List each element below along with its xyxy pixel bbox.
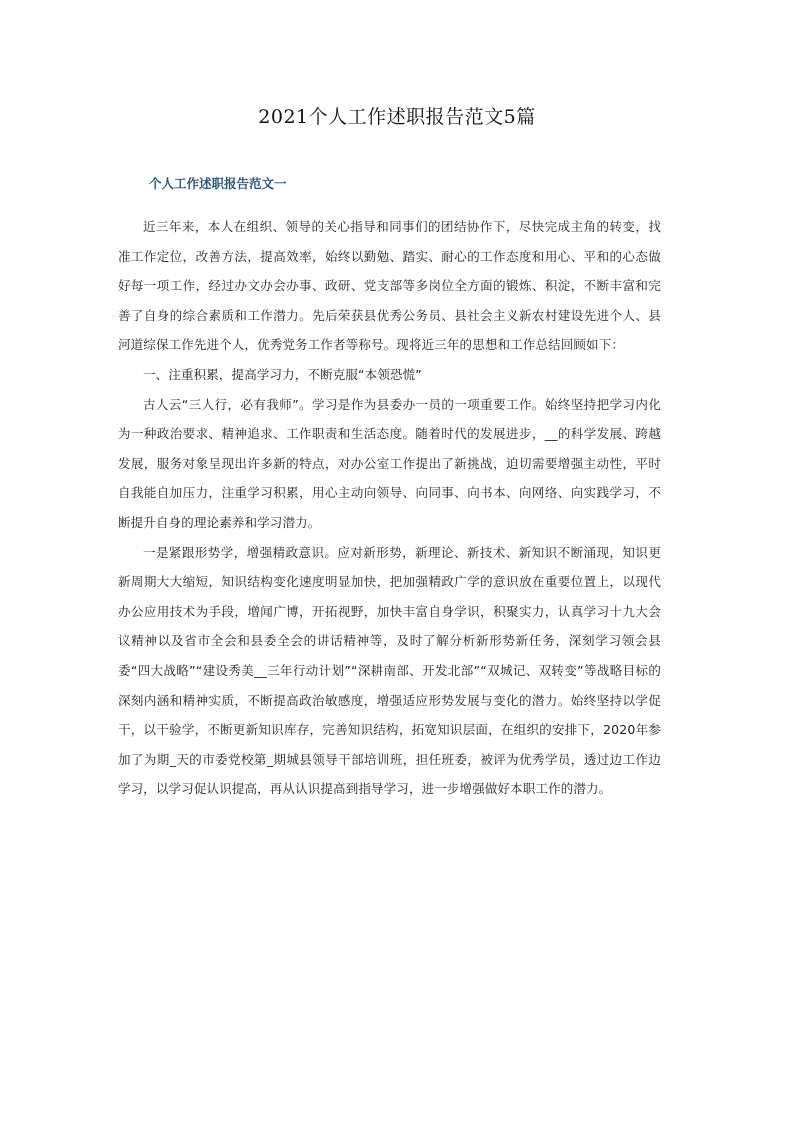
paragraph-subheading: 一、注重积累，提高学习力，不断克服“本领恐慌”: [143, 366, 422, 382]
document-body: [118, 212, 661, 804]
paragraph-learning: 古人云“三人行，必有我师”。学习是作为县委办一员的一项重要工作。始终坚持把学习内化为一种政治要求、精神追求、工作职责和生活态度。随着时代的发展进步，__的科学发展、跨越发展，服务对象呈现出许多新的特点，对办公室工作提出了新挑战，迫切需要增强主动性，平时自我能自加压力，注重学习积累，用心主动向领导、向同事、向书本、向网络、向实践学习，不断提升自身的理论素养和学习潜力。: [118, 396, 661, 530]
paragraph-intro: 近三年来，本人在组织、领导的关心指导和同事们的团结协作下，尽快完成主角的转变，找准工作定位，改善方法，提高效率，始终以勤勉、踏实、耐心的工作态度和用心、平和的心态做好每一项工作，经过办文办会办事、政研、党支部等多岗位全方面的锻炼、积淀，不断丰富和完善了自身的综合素质和工作潜力。先后荣获县优秀公务员、县社会主义新农村建设先进个人、县河道综保工作先进个人，优秀党务工作者等称号。现将近三年的思想和工作总结回顾如下：: [118, 219, 661, 353]
section-heading: 个人工作述职报告范文一: [149, 176, 287, 191]
document-title: 2021个人工作述职报告范文5篇: [258, 106, 536, 128]
paragraph-follow-situation: 一是紧跟形势学，增强精政意识。应对新形势，新理论、新技术、新知识不断涌现，知识更新周期大大缩短，知识结构变化速度明显加快，把加强精政广学的意识放在重要位置上，以现代办公应用技术为手段，增闻广博，开拓视野，加快丰富自身学识，积聚实力，认真学习十九大会议精神以及省市全会和县委全会的讲话精神等，及时了解分析新形势新任务，深刻学习领会县委“四大战略”“建设秀美__三年行动计划”“深耕南部、开发北部”“双城记、双转变”等战略目标的深刻内涵和精神实质，不断提高政治敏感度，增强适应形势发展与变化的潜力。始终坚持以学促干，以干验学，不断更新知识库存，完善知识结构，拓宽知识层面，在组织的安排下，2020年参加了为期_天的市委党校第_期城县领导干部培训班，担任班委，被评为优秀学员，透过边工作边学习，以学习促认识提高，再从认识提高到指导学习，进一步增强做好本职工作的潜力。: [118, 544, 661, 797]
